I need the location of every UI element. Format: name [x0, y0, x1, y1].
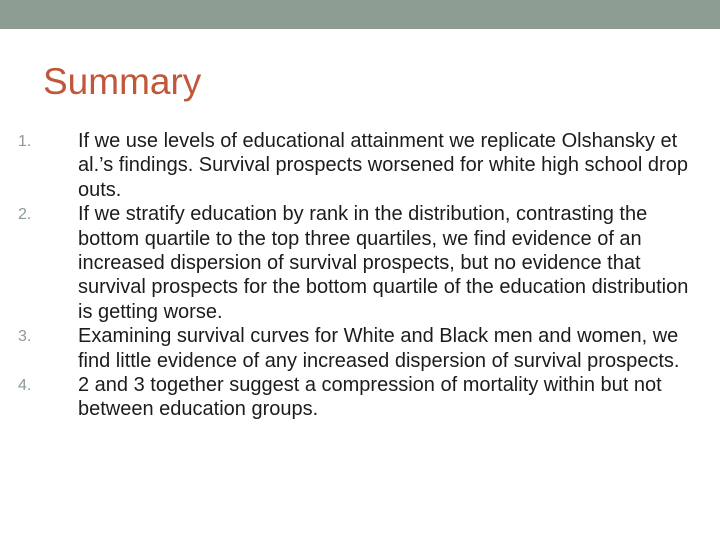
- list-item-text: 2 and 3 together suggest a compression of mortality within but not between education groups.: [78, 374, 662, 421]
- list-item-text: If we use levels of educational attainment we replicate Olshansky et al.’s findings. Survival prospects worsened for white high school drop outs.: [78, 130, 688, 201]
- list-item-number: 2.: [18, 206, 32, 224]
- slide-title: Summary: [43, 61, 202, 102]
- list-item: [18, 202, 698, 324]
- summary-list: [18, 129, 698, 422]
- list-item-number: 4.: [18, 377, 32, 395]
- list-item: [18, 129, 698, 202]
- list-item-number: 1.: [18, 133, 32, 150]
- list-item: [18, 373, 698, 422]
- list-item-text: Examining survival curves for White and Black men and women, we find little evidence of any increased dispersion of survival prospects.: [78, 325, 680, 372]
- list-item: [18, 324, 698, 373]
- top-decorative-bar: [0, 0, 720, 29]
- list-item-number: 3.: [18, 328, 32, 346]
- list-item-text: If we stratify education by rank in the distribution, contrasting the bottom quartile to the top three quartiles, we find evidence of an increased dispersion of survival prospects, but no evidence that survival prospects for the bottom quartile of the education distribution is getting worse.: [78, 203, 689, 323]
